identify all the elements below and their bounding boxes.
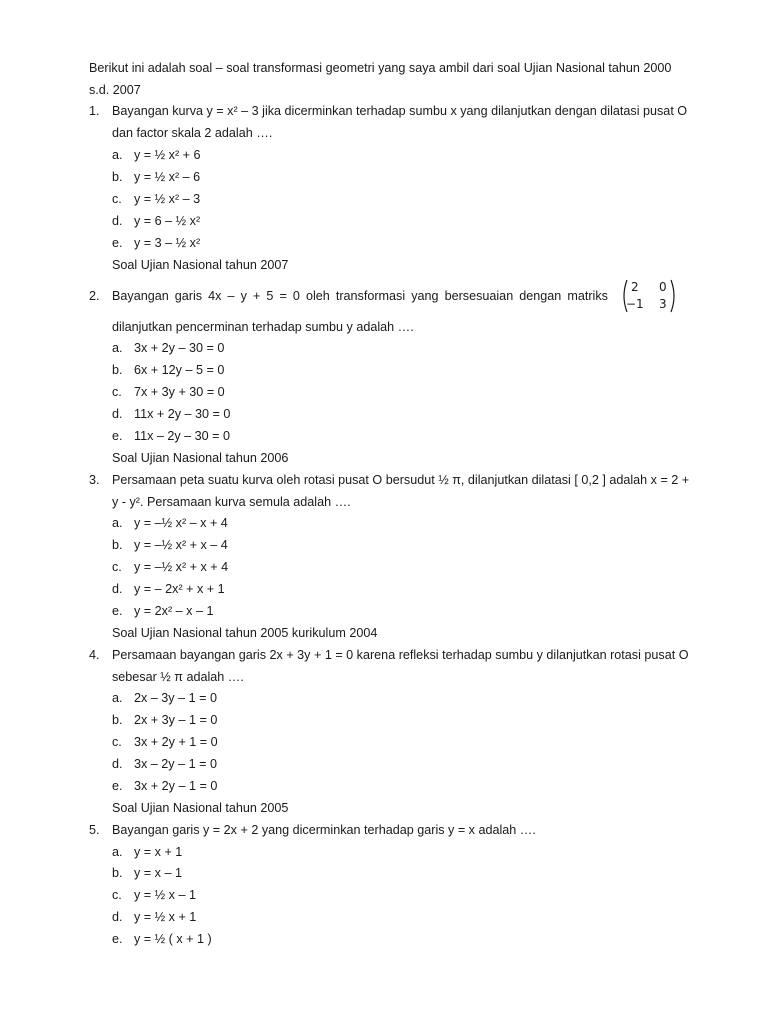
option-text: y = 6 – ½ x² bbox=[134, 214, 201, 228]
word: – bbox=[227, 289, 235, 303]
option-letter: a. bbox=[112, 516, 123, 530]
option-letter: c. bbox=[112, 560, 122, 574]
matrix-cell-a11: 2 bbox=[631, 280, 639, 294]
word: yang bbox=[411, 289, 439, 303]
option-letter: e. bbox=[112, 779, 123, 793]
option-text: y = –½ x² + x + 4 bbox=[134, 560, 229, 574]
question-text-line-1: Bayangan garis y = 2x + 2 yang dicerminkan terhadap garis y = x adalah …. bbox=[112, 823, 536, 837]
option-text: y = ½ x² – 3 bbox=[134, 192, 201, 206]
transformation-matrix bbox=[620, 279, 678, 313]
option-letter: c. bbox=[112, 735, 122, 749]
option-letter: b. bbox=[112, 363, 123, 377]
word: matriks bbox=[567, 289, 608, 303]
option-letter: a. bbox=[112, 341, 123, 355]
question-source: Soal Ujian Nasional tahun 2005 kurikulum 2004 bbox=[112, 626, 378, 640]
option-text: 3x + 2y – 1 = 0 bbox=[134, 779, 218, 793]
word: 0 bbox=[292, 289, 300, 303]
option-text: y = 2x² – x – 1 bbox=[134, 604, 214, 618]
word: + bbox=[252, 289, 261, 303]
word: = bbox=[279, 289, 287, 303]
question-number: 1. bbox=[89, 104, 100, 118]
option-text: y = ½ x – 1 bbox=[134, 888, 196, 902]
option-text: y = –½ x² – x + 4 bbox=[134, 516, 228, 530]
option-text: 3x + 2y – 30 = 0 bbox=[134, 341, 225, 355]
question-text-line-1: Persamaan bayangan garis 2x + 3y + 1 = 0 karena refleksi terhadap sumbu y dilanjutkan rotasi pusat O bbox=[112, 648, 689, 662]
word: dengan bbox=[519, 289, 562, 303]
word: 4x bbox=[208, 289, 222, 303]
option-text: y = x – 1 bbox=[134, 866, 182, 880]
option-text: 7x + 3y + 30 = 0 bbox=[134, 385, 225, 399]
option-text: y = ½ ( x + 1 ) bbox=[134, 932, 212, 946]
question-source: Soal Ujian Nasional tahun 2005 bbox=[112, 801, 289, 815]
option-text: y = –½ x² + x – 4 bbox=[134, 538, 228, 552]
option-letter: b. bbox=[112, 713, 123, 727]
intro-line-2: s.d. 2007 bbox=[89, 83, 141, 97]
question-text-line-1: Persamaan peta suatu kurva oleh rotasi pusat O bersudut ½ π, dilanjutkan dilatasi [ 0,2 ] adalah x = 2 + bbox=[112, 473, 690, 487]
option-letter: e. bbox=[112, 429, 123, 443]
option-letter: c. bbox=[112, 192, 122, 206]
option-text: y = 3 – ½ x² bbox=[134, 236, 201, 250]
question-text-line-1 bbox=[112, 288, 608, 304]
option-letter: e. bbox=[112, 604, 123, 618]
question-text-line-2: dan factor skala 2 adalah …. bbox=[112, 126, 273, 140]
option-text: y = – 2x² + x + 1 bbox=[134, 582, 225, 596]
option-text: y = x + 1 bbox=[134, 845, 183, 859]
option-letter: b. bbox=[112, 170, 123, 184]
intro-line-1: Berikut ini adalah soal – soal transformasi geometri yang saya ambil dari soal Ujian Nasional tahun 2000 bbox=[89, 61, 672, 75]
question-source: Soal Ujian Nasional tahun 2007 bbox=[112, 258, 289, 272]
option-letter: d. bbox=[112, 407, 123, 421]
option-letter: c. bbox=[112, 385, 122, 399]
word: bersesuaian bbox=[444, 289, 514, 303]
option-letter: d. bbox=[112, 757, 123, 771]
option-letter: d. bbox=[112, 582, 123, 596]
option-text: y = ½ x² + 6 bbox=[134, 148, 201, 162]
question-number: 4. bbox=[89, 648, 100, 662]
option-letter: d. bbox=[112, 910, 123, 924]
question-number: 5. bbox=[89, 823, 100, 837]
matrix-cell-a12: 0 bbox=[659, 280, 667, 294]
option-letter: a. bbox=[112, 148, 123, 162]
word: oleh bbox=[305, 289, 330, 303]
word: 5 bbox=[266, 289, 274, 303]
question-number: 2. bbox=[89, 289, 100, 303]
matrix-cell-a21: −1 bbox=[626, 297, 644, 311]
word: garis bbox=[174, 289, 203, 303]
option-letter: e. bbox=[112, 236, 123, 250]
word: y bbox=[240, 289, 247, 303]
option-letter: a. bbox=[112, 691, 123, 705]
word: transformasi bbox=[335, 289, 406, 303]
word: Bayangan bbox=[112, 289, 169, 303]
question-text-line-2: y - y². Persamaan kurva semula adalah …. bbox=[112, 495, 351, 509]
option-text: 11x – 2y – 30 = 0 bbox=[134, 429, 231, 443]
option-text: 2x – 3y – 1 = 0 bbox=[134, 691, 217, 705]
question-text-line-2: sebesar ½ π adalah …. bbox=[112, 670, 244, 684]
option-text: y = ½ x + 1 bbox=[134, 910, 197, 924]
option-letter: b. bbox=[112, 866, 123, 880]
question-text-line-1: Bayangan kurva y = x² – 3 jika dicerminkan terhadap sumbu x yang dilanjutkan dengan dilatasi pusat O bbox=[112, 104, 688, 118]
option-letter: b. bbox=[112, 538, 123, 552]
option-text: 11x + 2y – 30 = 0 bbox=[134, 407, 231, 421]
option-text: 2x + 3y – 1 = 0 bbox=[134, 713, 218, 727]
option-letter: e. bbox=[112, 932, 123, 946]
question-source: Soal Ujian Nasional tahun 2006 bbox=[112, 451, 289, 465]
option-text: 3x + 2y + 1 = 0 bbox=[134, 735, 218, 749]
option-text: 6x + 12y – 5 = 0 bbox=[134, 363, 225, 377]
option-text: y = ½ x² – 6 bbox=[134, 170, 201, 184]
option-letter: d. bbox=[112, 214, 123, 228]
option-letter: a. bbox=[112, 845, 123, 859]
option-text: 3x – 2y – 1 = 0 bbox=[134, 757, 217, 771]
question-text-line-2: dilanjutkan pencerminan terhadap sumbu y adalah …. bbox=[112, 320, 414, 334]
matrix-cell-a22: 3 bbox=[659, 297, 667, 311]
question-number: 3. bbox=[89, 473, 100, 487]
option-letter: c. bbox=[112, 888, 122, 902]
